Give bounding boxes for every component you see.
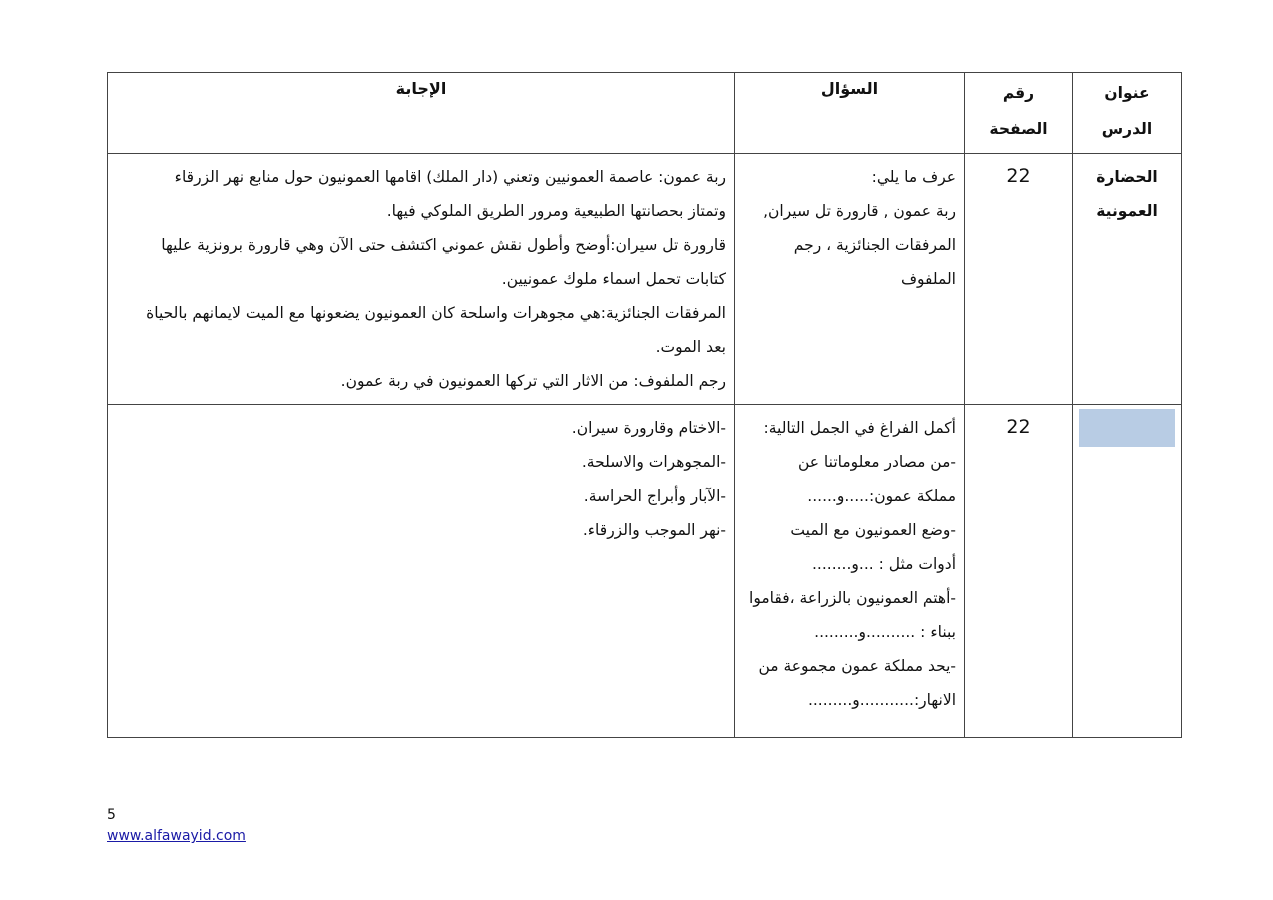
header-page-number (965, 73, 1073, 154)
row-lesson-title (1073, 154, 1182, 405)
answer-line: قارورة تل سيران:أوضح وأطول نقش عموني اكتشف حتى الآن وهي قارورة برونزية عليها (161, 236, 726, 254)
answer-line: كتابات تحمل اسماء ملوك عمونيين. (501, 270, 726, 288)
answer-line: -نهر الموجب والزرقاء. (582, 521, 726, 539)
footer-website-link[interactable]: www.alfawayid.com (107, 828, 246, 844)
highlighted-empty-cell (1079, 409, 1175, 447)
footer-page-number: 5 (107, 807, 116, 823)
header-row (108, 73, 1182, 154)
lesson-title-line: العمونية (1096, 202, 1158, 220)
lesson-title-line: الحضارة (1096, 168, 1158, 186)
question-line: أكمل الفراغ في الجمل التالية: (763, 419, 956, 437)
header-lesson-title (1073, 73, 1182, 154)
question-line: ببناء : ..........و......... (814, 623, 956, 641)
answer-line: -المجوهرات والاسلحة. (581, 453, 726, 471)
question-line: الانهار:...........و......... (807, 691, 956, 709)
question-line: مملكة عمون:.....و...... (807, 487, 956, 505)
answer-line: المرفقات الجنائزية:هي مجوهرات واسلحة كان العمونيون يضعونها مع الميت لايمانهم بالحياة (146, 304, 726, 322)
row-answer (108, 154, 735, 405)
header-page-number-line: الصفحة (989, 120, 1048, 138)
question-line: أدوات مثل : ...و........ (812, 555, 956, 573)
answer-line: -الاختام وقارورة سيران. (571, 419, 726, 437)
question-line: -من مصادر معلوماتنا عن (797, 453, 956, 471)
header-question: السؤال (735, 73, 965, 154)
answer-line: بعد الموت. (655, 338, 726, 356)
question-line: -أهتم العمونيون بالزراعة ،فقاموا (749, 589, 956, 607)
header-lesson-title-line: عنوان (1104, 84, 1150, 102)
question-line: -يحد مملكة عمون مجموعة من (758, 657, 956, 675)
row-question (735, 405, 965, 738)
row-answer (108, 405, 735, 738)
answer-line: رجم الملفوف: من الاثار التي تركها العمونيون في ربة عمون. (340, 372, 726, 390)
question-line: المرفقات الجنائزية ، رجم (793, 236, 956, 254)
answer-line: وتمتاز بحصانتها الطبيعية ومرور الطريق الملوكي فيها. (386, 202, 726, 220)
row-page-number (965, 405, 1073, 738)
header-answer: الإجابة (108, 73, 735, 154)
page-number-value: 22 (1006, 165, 1031, 187)
table-row (108, 405, 1182, 738)
answer-line: ربة عمون: عاصمة العمونيين وتعني (دار الملك) اقامها العمونيون حول منابع نهر الزرقاء (174, 168, 726, 186)
row-lesson-title (1073, 405, 1182, 738)
page-number-value: 22 (1006, 416, 1031, 438)
question-line: ربة عمون , قارورة تل سيران, (763, 202, 956, 220)
lesson-table (107, 72, 1182, 738)
row-page-number (965, 154, 1073, 405)
row-question (735, 154, 965, 405)
table-row (108, 154, 1182, 405)
question-line: الملفوف (900, 270, 956, 288)
question-line: عرف ما يلي: (871, 168, 956, 186)
header-page-number-line: رقم (1002, 84, 1035, 102)
answer-line: -الآبار وأبراج الحراسة. (583, 487, 726, 505)
header-lesson-title-line: الدرس (1101, 120, 1153, 138)
question-line: -وضع العمونيون مع الميت (790, 521, 956, 539)
